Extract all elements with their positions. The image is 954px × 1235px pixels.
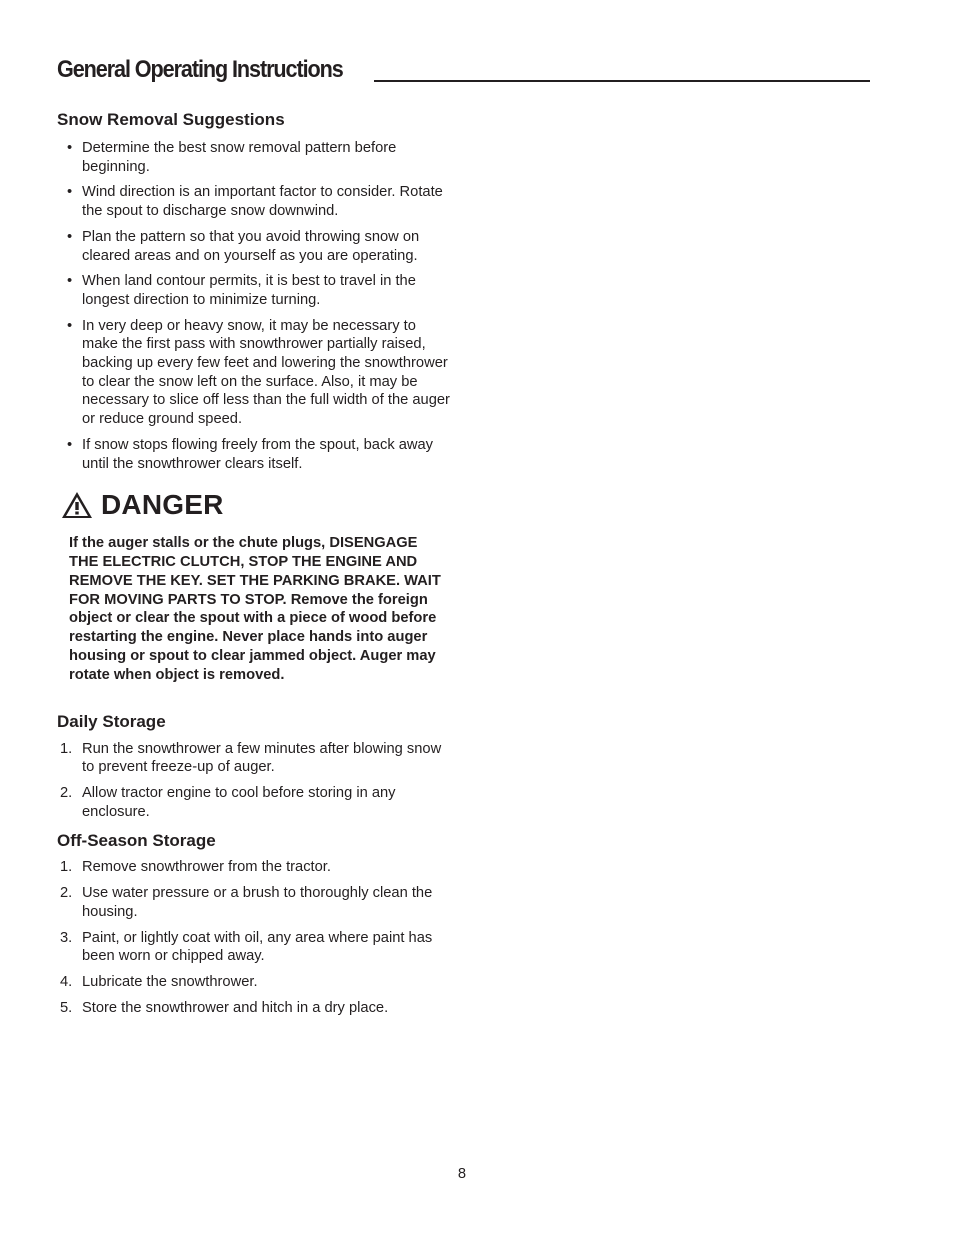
list-item: • If snow stops flowing freely from the spout, back away until the snowthrower clears itself. — [67, 436, 434, 472]
daily-storage-heading: Daily Storage — [57, 711, 166, 731]
bullet-icon: • — [67, 228, 73, 245]
snow-removal-heading: Snow Removal Suggestions — [57, 110, 285, 129]
header-rule — [374, 80, 870, 82]
bullet-icon: • — [67, 317, 73, 334]
off-season-storage-section — [57, 829, 457, 1017]
page-number: 8 — [457, 1166, 467, 1182]
bullet-icon: • — [67, 140, 73, 156]
daily-storage-list — [57, 740, 457, 822]
list-item: • Plan the pattern so that you avoid throwing snow on cleared areas and on yourself as you are operating. — [67, 228, 420, 264]
list-item: 3. Paint, or lightly coat with oil, any area where paint has been worn or chipped away. — [60, 929, 433, 965]
list-item: 4. Lubricate the snowthrower. — [60, 973, 258, 990]
off-season-heading: Off-Season Storage — [57, 831, 216, 851]
daily-storage-section — [57, 710, 457, 822]
list-item: 2. Allow tractor engine to cool before storing in any enclosure. — [60, 785, 396, 820]
danger-text: If the auger stalls or the chute plugs, DISENGAGE THE ELECTRIC CLUTCH, STOP THE ENGINE AND REMOVE THE KEY. SET THE PARKING BRAKE. WAIT FOR MOVING PARTS TO STOP. Remove the foreign object or clear the spout with a piece of wood before restarting the engine. Never place hands into auger housing or spout to clear jammed object. Auger may rotate when object is removed. — [69, 535, 441, 683]
list-item: 1. Remove snowthrower from the tractor. — [60, 859, 331, 876]
danger-header — [61, 485, 457, 525]
main-column — [57, 108, 457, 1024]
list-item: • Wind direction is an important factor to consider. Rotate the spout to discharge snow downwind. — [67, 184, 443, 220]
list-item: • When land contour permits, it is best to travel in the longest direction to minimize turning. — [67, 273, 416, 308]
list-item: 5. Store the snowthrower and hitch in a dry place. — [60, 999, 389, 1016]
danger-title: DANGER — [101, 489, 224, 521]
snow-removal-section — [57, 108, 457, 473]
bullet-icon: • — [67, 184, 73, 201]
snow-removal-list — [57, 139, 457, 473]
warning-triangle-icon — [61, 491, 93, 519]
page-title: General Operating Instructions — [57, 56, 343, 83]
list-item: 2. Use water pressure or a brush to thoroughly clean the housing. — [60, 885, 433, 920]
danger-notice — [57, 485, 457, 684]
list-item: 1. Run the snowthrower a few minutes after blowing snow to prevent freeze-up of auger. — [60, 740, 442, 776]
bullet-icon: • — [67, 273, 73, 290]
list-item: • In very deep or heavy snow, it may be necessary to make the first pass with snowthrower partially raised, backing up every few feet and lowering the snowthrower to clear the snow left on the surface. Also, it may be necessary to slice off less than the full width of the auger or reduce ground speed. — [67, 317, 450, 428]
off-season-list — [57, 858, 457, 1017]
bullet-icon: • — [67, 436, 73, 453]
page-header — [57, 56, 870, 86]
list-item: • Determine the best snow removal pattern before beginning. — [67, 140, 397, 175]
